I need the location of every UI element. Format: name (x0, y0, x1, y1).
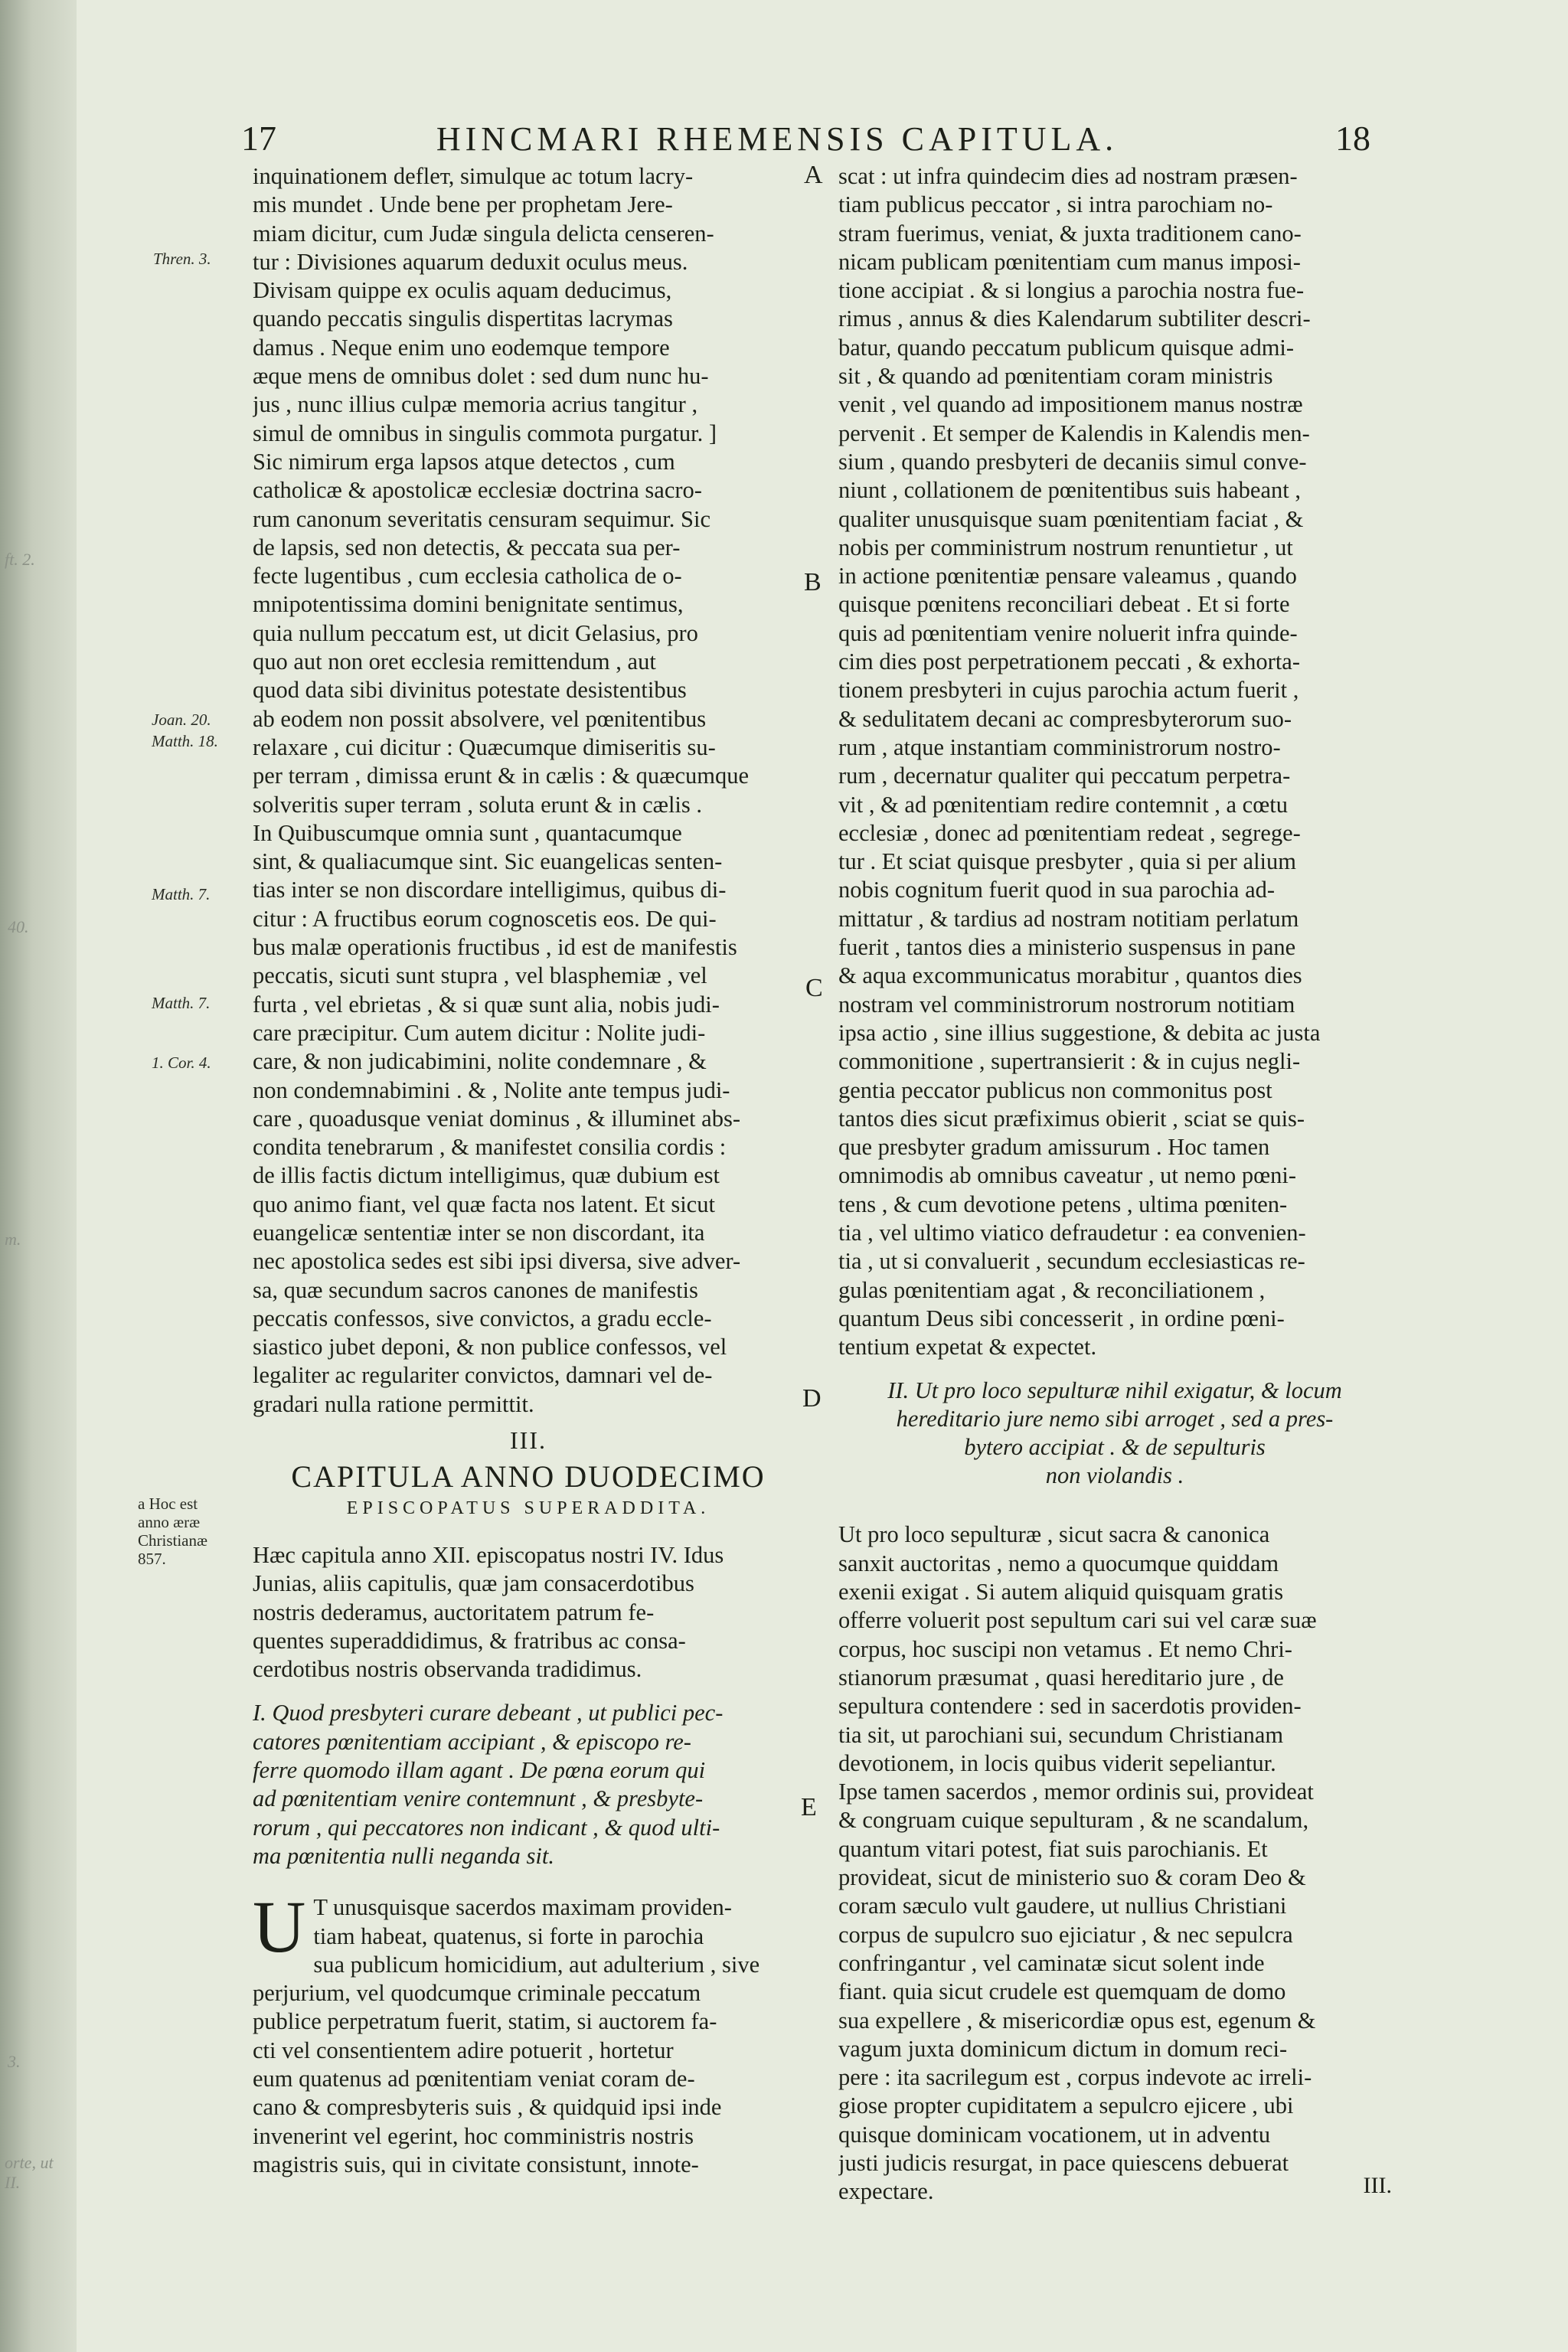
text-line: siastico jubet deponi, & non publice confessos, vel (253, 1334, 727, 1361)
left-text-block (253, 162, 804, 1419)
text-line: sepultura contendere : sed in sacerdotis providen- (838, 1693, 1302, 1720)
text-line: de lapsis, sed non detectis, & peccata sua per- (253, 534, 681, 560)
text-line: catores pœnitentiam accipiant , & episcopo re- (253, 1728, 691, 1755)
text-line: nostris dederamus, auctoritatem patrum fe- (253, 1599, 655, 1625)
rubric-chapter-2 (838, 1377, 1391, 1490)
text-line: non violandis . (1045, 1462, 1184, 1489)
text-line: stram fuerimus, veniat, & juxta traditionem cano- (838, 220, 1302, 247)
text-line: cano & compresbyteris suis , & quidquid ipsi inde (253, 2094, 722, 2121)
text-line: perjurium, vel quodcumque criminale peccatum (253, 1980, 701, 2007)
chapter-2-body (838, 1521, 1391, 2206)
bleed-mark: m. (5, 1230, 21, 1249)
text-line: sua publicum homicidium, aut adulterium , sive (313, 1951, 760, 1978)
text-line: invenerint vel egerint, hoc comministris nostris (253, 2122, 694, 2149)
text-line: omnimodis ab omnibus caveatur , ut nemo pœni- (838, 1162, 1297, 1189)
text-line: tia , ut si convaluerit , secundum ecclesiasticas re- (838, 1248, 1305, 1275)
text-line: tiam publicus peccator , si intra parochiam no- (838, 191, 1273, 218)
text-line: tias inter se non discordare intelligimus, quibus di- (253, 877, 727, 903)
text-line: fecte lugentibus , cum ecclesia catholica de o- (253, 563, 682, 590)
text-line: Ipse tamen sacerdos , memor ordinis sui, provideat (838, 1779, 1314, 1805)
text-line: care præcipitur. Cum autem dicitur : Nolite judi- (253, 1019, 706, 1046)
text-line: rum canonum severitatis censuram sequimur. Sic (253, 505, 710, 532)
text-line: furta , vel ebrietas , & si quæ sunt alia, nobis judi- (253, 991, 720, 1018)
text-line: niunt , collationem de pœnitentibus suis habeant , (838, 477, 1301, 504)
text-line: tia , vel ultimo viatico defraudetur : ea convenien- (838, 1219, 1306, 1246)
text-line: Sic nimirum erga lapsos atque detectos , cum (253, 448, 675, 475)
text-line: & aqua excommunicatus morabitur , quantos dies (838, 962, 1302, 989)
text-line: ad pœnitentiam venire contemnunt , & presbyte- (253, 1785, 704, 1812)
text-line: tia sit, ut parochiani sui, secundum Christianam (838, 1721, 1284, 1748)
text-line: tione accipiat . & si longius a parochia nostra fue- (838, 277, 1305, 304)
text-line: ma pœnitentia nulli neganda sit. (253, 1842, 554, 1869)
text-line: expectare. (838, 2178, 934, 2205)
text-line: qualiter unusquisque suam pœnitentiam faciat , & (838, 505, 1304, 532)
text-line: & sedulitatem decani ac compresbyterorum suo- (838, 705, 1292, 732)
margin-note-year: a Hoc est anno æræ Christianæ 857. (138, 1494, 208, 1568)
text-line: corpus de supulcro suo ejiciatur , & nec sepulcra (838, 1921, 1293, 1948)
text-line: quando peccatis singulis dispertitas lacrymas (253, 305, 673, 332)
text-line: non condemnabimini . & , Nolite ante tempus judi- (253, 1076, 730, 1103)
text-line: rorum , qui peccatores non indicant , & quod ulti- (253, 1814, 720, 1841)
text-line: damus . Neque enim uno eodemque tempore (253, 334, 670, 361)
text-line: T unusquisque sacerdos maximam providen- (313, 1894, 732, 1921)
text-line: sium , quando presbyteri de decaniis simul conve- (838, 448, 1307, 475)
text-line: In Quibuscumque omnia sunt , quantacumque (253, 819, 682, 846)
margin-ref-matth-7: Matth. 7. (152, 885, 211, 903)
column-letter-b: B (804, 568, 822, 596)
text-line: sa, quæ secundum sacros canones de manifestis (253, 1276, 698, 1303)
text-line: Hæc capitula anno XII. episcopatus nostri IV. Idus (253, 1541, 724, 1568)
text-line: sanxit auctoritas , nemo a quocumque quiddam (838, 1550, 1279, 1576)
right-text-block (838, 162, 1391, 1361)
text-line: offerre voluerit post sepultum cari sui vel caræ suæ (838, 1607, 1317, 1634)
text-line: pere : ita sacrilegum est , corpus indevote ac irreli- (838, 2064, 1312, 2091)
text-line: jus , nunc illius culpæ memoria acrius tangitur , (253, 391, 698, 418)
margin-ref-joan: Joan. 20. (152, 710, 211, 729)
section-number-iii: III. (510, 1426, 547, 1455)
text-line: magistris suis, qui in civitate consistunt, innote- (253, 2151, 699, 2177)
intro-paragraph (253, 1541, 804, 1684)
text-line: sint, & qualiacumque sint. Sic euangelicas senten- (253, 848, 723, 875)
text-line: corpus, hoc suscipi non vetamus . Et nemo Chri- (838, 1635, 1292, 1662)
text-line: I. Quod presbyteri curare debeant , ut publici pec- (253, 1700, 724, 1726)
column-letter-a: A (804, 161, 823, 189)
text-line: quantum Deus sibi concesserit , in ordine pœni- (838, 1305, 1285, 1331)
text-line: venit , vel quando ad impositionem manus nostræ (838, 391, 1303, 418)
drop-cap: U (253, 1886, 306, 1968)
margin-ref-matth-18: Matth. 18. (152, 732, 218, 750)
text-line: fiant. quia sicut crudele est quemquam de domo (838, 1978, 1286, 2005)
text-line: tiam habeat, quatenus, si forte in parochia (313, 1922, 704, 1949)
text-line: bus malæ operationis fructibus , id est de manifestis (253, 934, 737, 961)
text-line: eum quatenus ad pœnitentiam veniat coram de- (253, 2066, 695, 2092)
text-line: peccatis, sicuti sunt stupra , vel blasphemiæ , vel (253, 962, 707, 989)
text-line: rum , atque instantiam comministrorum nostro- (838, 733, 1281, 760)
text-line: justi judicis resurgat, in pace quiescens debuerat (838, 2150, 1289, 2176)
text-line: fuerit , tantos dies a ministerio suspensus in pane (838, 934, 1296, 961)
text-line: pervenit . Et semper de Kalendis in Kalendis men- (838, 420, 1310, 446)
text-line: & congruam cuique sepulturam , & ne scandalum, (838, 1807, 1309, 1834)
text-line: provideat, sicut de ministerio suo & coram Deo & (838, 1864, 1306, 1891)
text-line: simul de omnibus in singulis commota purgatur. ] (253, 420, 717, 446)
text-line: quisque pœnitens reconciliari debeat . Et si forte (838, 591, 1290, 618)
text-line: rimus , annus & dies Kalendarum subtiliter descri- (838, 305, 1311, 332)
column-letter-d: D (802, 1384, 822, 1413)
text-line: nec apostolica sedes est sibi ipsi diversa, sive adver- (253, 1248, 741, 1275)
text-line: vagum juxta dominicum dictum in domum reci- (838, 2035, 1288, 2062)
text-line: per terram , dimissa erunt & in cælis : & quæcumque (253, 763, 750, 789)
bleed-mark: 40. (8, 917, 29, 936)
text-line: gentia peccator publicus non commonitus post (838, 1076, 1272, 1103)
text-line: condita tenebrarum , & manifestet consilia cordis : (253, 1134, 727, 1161)
catchword: III. (1363, 2173, 1392, 2198)
text-line: quentes superaddidimus, & fratribus ac consa- (253, 1627, 686, 1654)
text-line: mittatur , & tardius ad nostram notitiam perlatum (838, 905, 1299, 932)
text-line: mnipotentissima domini benignitate sentimus, (253, 591, 684, 618)
margin-ref-matth-7: Matth. 7. (152, 994, 211, 1012)
text-line: nobis per comministrum nostrum renuntietur , ut (838, 534, 1293, 560)
running-header (184, 115, 1370, 161)
text-line: cim dies post perpetrationem peccati , & exhorta- (838, 648, 1301, 675)
margin-ref-threni: Thren. 3. (153, 250, 211, 268)
text-line: Junias, aliis capitulis, quæ jam consacerdotibus (253, 1570, 694, 1597)
text-line: sit , & quando ad pœnitentiam coram ministris (838, 363, 1273, 390)
text-line: giose propter cupiditatem a sepulcro ejicere , ubi (838, 2092, 1294, 2119)
bleed-mark: orte, ut II. (5, 2153, 54, 2192)
text-line: quis ad pœnitentiam venire noluerit infra quinde- (838, 619, 1298, 646)
text-line: coram sæculo vult gaudere, ut nullius Christiani (838, 1893, 1287, 1919)
text-line: batur, quando peccatum publicum quisque admi- (838, 334, 1295, 361)
text-line: devotionem, in locis quibus viderit sepeliantur. (838, 1749, 1276, 1776)
text-line: care, & non judicabimini, nolite condemnare , & (253, 1048, 707, 1075)
text-line: tens , & cum devotione petens , ultima pœniten- (838, 1191, 1288, 1217)
bleed-mark: 3. (8, 2052, 21, 2071)
left-column (253, 162, 804, 2179)
text-line: publice perpetratum fuerit, statim, si auctorem fa- (253, 2008, 717, 2035)
text-line: quo aut non oret ecclesia remittendum , aut (253, 648, 656, 675)
text-line: tentium expetat & expectet. (838, 1334, 1097, 1361)
text-line: gradari nulla ratione permittit. (253, 1390, 534, 1417)
text-line: quantum vitari potest, fiat suis parochianis. Et (838, 1835, 1268, 1862)
chapter-title: CAPITULA ANNO DUODECIMO (291, 1459, 766, 1494)
text-line: hereditario jure nemo sibi arroget , sed a pres- (896, 1406, 1334, 1432)
text-line: euangelicæ sententiæ inter se non discordant, ita (253, 1219, 705, 1246)
right-column (838, 162, 1391, 2207)
text-line: cerdotibus nostris observanda tradidimus. (253, 1656, 642, 1683)
text-line: relaxare , cui dicitur : Quæcumque dimiseritis su- (253, 733, 716, 760)
chapter-subtitle: EPISCOPATUS SUPERADDITA. (346, 1498, 710, 1518)
text-line: tionem presbyteri in cujus parochia actum fuerit , (838, 677, 1299, 704)
text-line: care , quoadusque veniat dominus , & illuminet abs- (253, 1105, 740, 1132)
text-line: peccatis confessos, sive convictos, a gradu eccle- (253, 1305, 712, 1331)
text-line: vit , & ad pœnitentiam redire contemnit , a cœtu (838, 791, 1288, 818)
text-line: quisque dominicam vocationem, ut in adventu (838, 2121, 1271, 2148)
margin-ref-1-cor: 1. Cor. 4. (152, 1054, 211, 1072)
text-line: stianorum præsumat , quasi hereditario jure , de (838, 1664, 1284, 1690)
text-line: commonitione , supertransierit : & in cujus negli- (838, 1048, 1301, 1075)
text-line: de illis factis dictum intelligimus, quæ dubium est (253, 1162, 720, 1189)
page-number-right: 18 (1335, 119, 1370, 158)
text-line: legaliter ac regulariter convictos, damnari vel de- (253, 1362, 713, 1389)
text-line: nicam publicam pœnitentiam cum manus imposi- (838, 248, 1301, 275)
text-line: nostram vel comministrorum nostrorum notitiam (838, 991, 1295, 1018)
text-line: tur . Et sciat quisque presbyter , quia si per alium (838, 848, 1296, 875)
text-line: exenii exigat . Si autem aliquid quisquam gratis (838, 1579, 1284, 1606)
text-line: que presbyter gradum amissurum . Hoc tamen (838, 1134, 1270, 1161)
text-line: tur : Divisiones aquarum deduxit oculus meus. (253, 248, 688, 275)
text-line: cti vel consentientem adire potuerit , hortetur (253, 2037, 674, 2063)
text-line: ipsa actio , sine illius suggestione, & debita ac justa (838, 1019, 1321, 1046)
text-line: confringantur , vel caminatæ sicut solent inde (838, 1949, 1265, 1976)
text-line: quia nullum peccatum est, ut dicit Gelasius, pro (253, 619, 698, 646)
text-line: solveritis super terram , soluta erunt & in cælis . (253, 791, 703, 818)
text-line: in actione pœnitentiæ pensare valeamus , quando (838, 563, 1297, 590)
text-line: bytero accipiat . & de sepulturis (964, 1434, 1266, 1461)
column-letter-c: C (805, 974, 823, 1002)
page-number-left: 17 (241, 119, 276, 158)
rubric-chapter-1 (253, 1699, 804, 1870)
text-line: Divisam quippe ex oculis aquam deducimus, (253, 277, 672, 304)
text-line: ferre quomodo illam agant . De pœna eorum qui (253, 1757, 706, 1784)
text-line: sua expellere , & misericordiæ opus est, egenum & (838, 2007, 1316, 2034)
chapter-1-body (253, 1886, 804, 2179)
text-line: gulas pœnitentiam agat , & reconciliationem , (838, 1276, 1266, 1303)
text-line: Ut pro loco sepulturæ , sicut sacra & canonica (838, 1521, 1270, 1548)
text-line: inquinationem defleт, simulque ac totum lacry- (253, 163, 694, 189)
text-line: tantos dies sicut præfiximus obierit , sciat se quis- (838, 1105, 1305, 1132)
text-line: æque mens de omnibus dolet : sed dum nunc hu- (253, 363, 709, 390)
text-line: ab eodem non possit absolvere, vel pœnitentibus (253, 705, 707, 732)
text-line: mis mundet . Unde bene per prophetam Jere- (253, 191, 673, 218)
running-title: HINCMARI RHEMENSIS CAPITULA. (436, 120, 1119, 158)
text-line: quod data sibi divinitus potestate desistentibus (253, 677, 687, 704)
text-line: ecclesiæ , donec ad pœnitentiam redeat , segrege- (838, 819, 1301, 846)
text-line: miam dicitur, cum Judæ singula delicta censeren- (253, 220, 714, 247)
text-line: citur : A fructibus eorum cognoscetis eos. De qui- (253, 905, 717, 932)
text-line: nobis cognitum fuerit quod in sua parochia ad- (838, 877, 1276, 903)
text-line: scat : ut infra quindecim dies ad nostram præsen- (838, 163, 1298, 189)
bleed-mark: ft. 2. (5, 550, 35, 569)
text-line: II. Ut pro loco sepulturæ nihil exigatur, & locum (887, 1377, 1342, 1404)
column-letter-e: E (801, 1793, 817, 1821)
text-line: quo animo fiant, vel quæ facta nos latent. Et sicut (253, 1191, 715, 1217)
text-line: rum , decernatur qualiter qui peccatum perpetra- (838, 763, 1291, 789)
text-line: catholicæ & apostolicæ ecclesiæ doctrina sacro- (253, 477, 702, 504)
